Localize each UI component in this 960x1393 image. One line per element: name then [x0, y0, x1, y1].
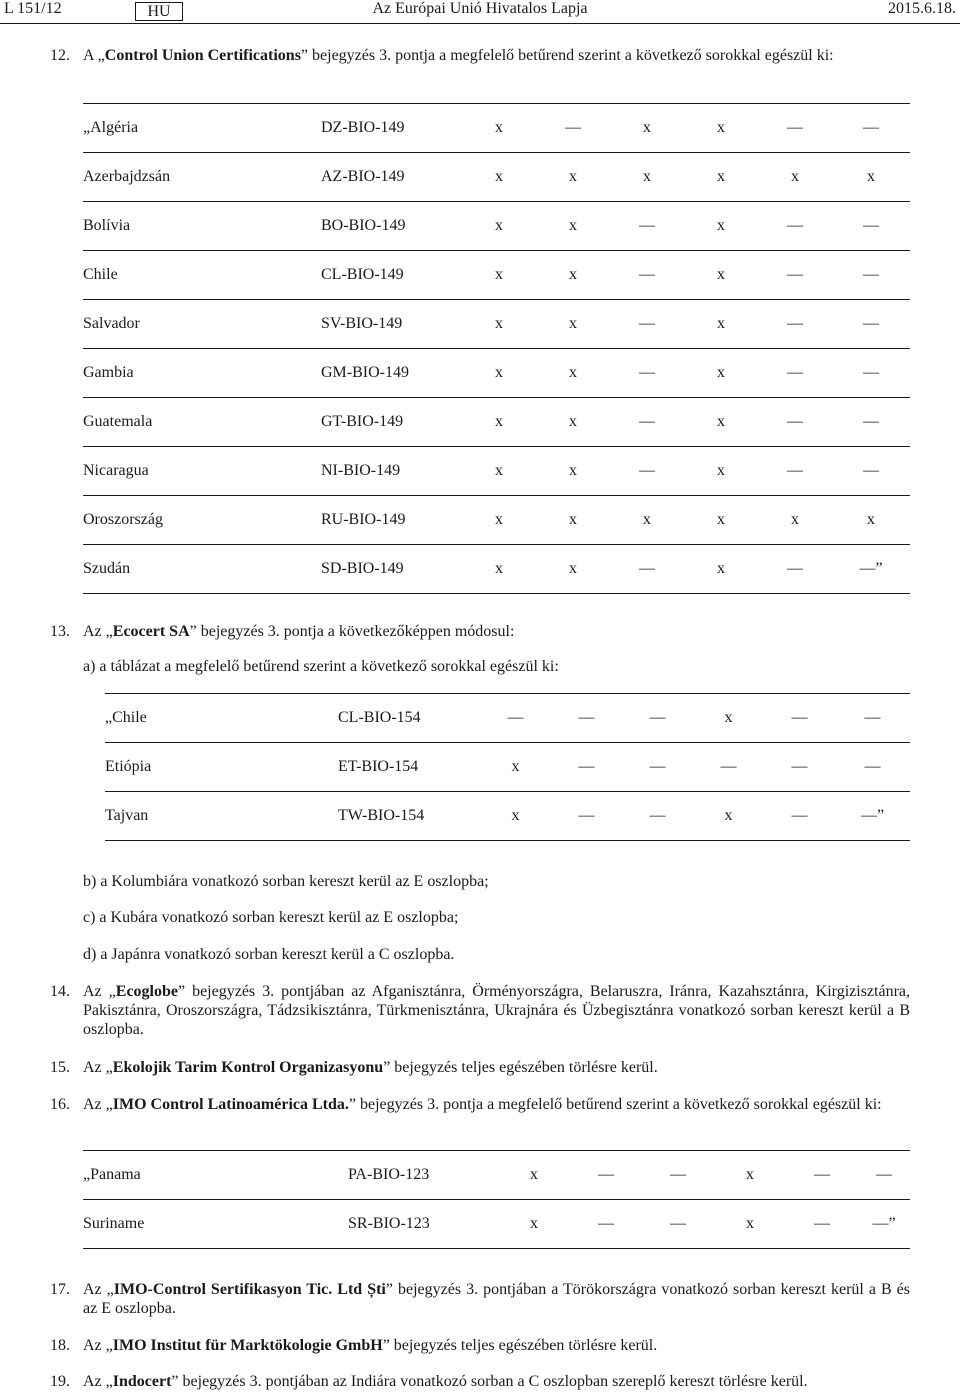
category-cell-D: x — [684, 202, 758, 251]
country-cell: „Panama — [83, 1151, 348, 1200]
country-cell: Azerbajdzsán — [83, 153, 321, 202]
subpoint-13b: b) a Kolumbiára vonatkozó sorban kereszt kerül az E oszlopba; — [83, 873, 489, 890]
category-cell-A: x — [480, 743, 551, 792]
country-cell: Bolívia — [83, 202, 321, 251]
header-rule — [0, 23, 960, 24]
paragraph-number: 12. — [50, 47, 70, 64]
category-cell-E: — — [758, 349, 832, 398]
category-cell-D: x — [684, 104, 758, 153]
category-cell-E: x — [758, 153, 832, 202]
text-post: ” bejegyzés 3. pontja a megfelelő betűrend szerint a következő sorokkal egészül ki: — [300, 47, 834, 64]
code-cell: DZ-BIO-149 — [321, 104, 462, 153]
category-cell-F: — — [832, 104, 910, 153]
category-cell-B: — — [570, 1200, 642, 1249]
text-pre: Az „ — [83, 1281, 114, 1298]
table-row — [83, 153, 910, 202]
entity-name: Indocert — [112, 1373, 172, 1390]
text-pre: Az „ — [83, 623, 113, 640]
category-cell-D: x — [684, 496, 758, 545]
category-cell-E: — — [758, 251, 832, 300]
category-cell-E: — — [786, 1151, 858, 1200]
entity-name: Ecocert SA — [112, 623, 190, 640]
category-cell-F: —” — [832, 545, 910, 594]
table-row — [83, 1151, 910, 1200]
code-cell: ET-BIO-154 — [338, 743, 480, 792]
country-cell: Suriname — [83, 1200, 348, 1249]
paragraph-13 — [50, 622, 910, 641]
paragraph-16 — [50, 1095, 910, 1114]
category-cell-E: — — [764, 694, 835, 743]
category-cell-B: — — [551, 694, 622, 743]
table-ecocert — [105, 693, 910, 841]
category-cell-F: x — [832, 496, 910, 545]
code-cell: TW-BIO-154 — [338, 792, 480, 841]
category-cell-D: x — [684, 251, 758, 300]
category-cell-D: x — [684, 398, 758, 447]
category-cell-C: — — [610, 300, 684, 349]
text-pre: Az „ — [83, 1059, 113, 1076]
paragraph-14 — [50, 982, 910, 1039]
code-cell: SD-BIO-149 — [321, 545, 462, 594]
table-row — [83, 496, 910, 545]
language-code-box: HU — [135, 2, 183, 21]
country-cell: Chile — [83, 251, 321, 300]
category-cell-B: x — [536, 349, 610, 398]
category-cell-A: x — [462, 398, 536, 447]
code-cell: SV-BIO-149 — [321, 300, 462, 349]
country-cell: Salvador — [83, 300, 321, 349]
category-cell-A: x — [462, 202, 536, 251]
text-pre: Az „ — [83, 1337, 113, 1354]
paragraph-19 — [50, 1372, 910, 1391]
category-cell-B: x — [536, 202, 610, 251]
category-cell-A: x — [498, 1151, 570, 1200]
category-cell-E: — — [758, 447, 832, 496]
category-cell-A: — — [480, 694, 551, 743]
code-cell: PA-BIO-123 — [348, 1151, 498, 1200]
entity-name: Ecoglobe — [115, 983, 178, 1000]
category-cell-B: x — [536, 545, 610, 594]
category-cell-A: x — [462, 300, 536, 349]
country-cell: Gambia — [83, 349, 321, 398]
text-post: ” bejegyzés 3. pontjában a Törökországra vonatkozó sorban kereszt kerül a B és az E oszlopba. — [83, 1281, 911, 1317]
category-cell-B: x — [536, 153, 610, 202]
category-cell-C: — — [622, 694, 693, 743]
code-cell: GT-BIO-149 — [321, 398, 462, 447]
table-row — [83, 202, 910, 251]
category-cell-F: — — [832, 398, 910, 447]
category-cell-C: x — [610, 104, 684, 153]
text-post: ” bejegyzés 3. pontja a következőképpen módosul: — [189, 623, 515, 640]
table-row — [83, 251, 910, 300]
paragraph-18 — [50, 1336, 910, 1355]
category-cell-B: x — [536, 496, 610, 545]
category-cell-C: — — [610, 398, 684, 447]
category-cell-C: — — [610, 545, 684, 594]
country-cell: „Chile — [105, 694, 338, 743]
text-post: ” bejegyzés 3. pontjában az Indiára vonatkozó sorban a C oszlopban szereplő kereszt törlésre kerül. — [171, 1373, 808, 1390]
category-cell-A: x — [462, 251, 536, 300]
category-cell-F: — — [835, 743, 910, 792]
category-cell-D: x — [693, 792, 764, 841]
category-cell-A: x — [462, 447, 536, 496]
table-row — [83, 545, 910, 594]
subpoint-13c: c) a Kubára vonatkozó sorban kereszt kerül az E oszlopba; — [83, 909, 459, 926]
text-post: ” bejegyzés 3. pontjában az Afganisztánra, Örményországra, Belaruszra, Iránra, Kazahsztánra, Kirgizisztánra, Pakisztánra, Oroszországra, Tádzsikisztánra, Türkmenisztánra, Ukrajnára és Üzbegisztánra vonatkozó sorban kereszt kerül a B oszlopba. — [83, 983, 910, 1038]
category-cell-F: — — [832, 202, 910, 251]
table-row — [83, 300, 910, 349]
category-cell-D: — — [693, 743, 764, 792]
category-cell-E: — — [758, 202, 832, 251]
paragraph-number: 14. — [50, 983, 70, 1000]
category-cell-B: — — [536, 104, 610, 153]
category-cell-E: — — [758, 104, 832, 153]
table-control-union — [83, 103, 910, 594]
text-post: ” bejegyzés teljes egészében törlésre kerül. — [383, 1059, 658, 1076]
paragraph-number: 19. — [50, 1373, 70, 1390]
country-cell: Tajvan — [105, 792, 338, 841]
table-row — [105, 792, 910, 841]
paragraph-number: 17. — [50, 1281, 70, 1298]
paragraph-15 — [50, 1058, 910, 1077]
country-cell: Etiópia — [105, 743, 338, 792]
category-cell-C: — — [610, 447, 684, 496]
table-row — [105, 743, 910, 792]
category-cell-C: x — [610, 496, 684, 545]
category-cell-E: — — [764, 792, 835, 841]
entity-name: IMO-Control Sertifikasyon Tic. Ltd Ști — [113, 1281, 386, 1298]
code-cell: GM-BIO-149 — [321, 349, 462, 398]
category-cell-B: x — [536, 447, 610, 496]
category-cell-F: x — [832, 153, 910, 202]
country-cell: Szudán — [83, 545, 321, 594]
code-cell: CL-BIO-149 — [321, 251, 462, 300]
paragraph-number: 18. — [50, 1337, 70, 1354]
country-cell: Nicaragua — [83, 447, 321, 496]
country-cell: Guatemala — [83, 398, 321, 447]
category-cell-E: — — [764, 743, 835, 792]
category-cell-B: x — [536, 251, 610, 300]
entity-name: IMO Institut für Marktökologie GmbH — [112, 1337, 383, 1354]
table-row — [83, 104, 910, 153]
table-row — [83, 1200, 910, 1249]
category-cell-C: — — [642, 1200, 714, 1249]
category-cell-B: — — [551, 792, 622, 841]
category-cell-A: x — [462, 496, 536, 545]
category-cell-B: x — [536, 300, 610, 349]
category-cell-C: — — [610, 202, 684, 251]
subpoint-13a: a) a táblázat a megfelelő betűrend szerint a következő sorokkal egészül ki: — [83, 658, 559, 675]
category-cell-E: — — [786, 1200, 858, 1249]
category-cell-D: x — [714, 1200, 786, 1249]
category-cell-A: x — [462, 349, 536, 398]
entity-name: IMO Control Latinoamérica Ltda. — [112, 1096, 349, 1113]
category-cell-C: — — [610, 349, 684, 398]
category-cell-F: — — [835, 694, 910, 743]
category-cell-A: x — [498, 1200, 570, 1249]
code-cell: CL-BIO-154 — [338, 694, 480, 743]
paragraph-number: 13. — [50, 623, 70, 640]
category-cell-E: — — [758, 300, 832, 349]
category-cell-C: x — [610, 153, 684, 202]
category-cell-D: x — [714, 1151, 786, 1200]
category-cell-C: — — [642, 1151, 714, 1200]
page-reference: L 151/12 — [4, 0, 62, 17]
category-cell-A: x — [462, 545, 536, 594]
table-row — [105, 694, 910, 743]
subpoint-13d: d) a Japánra vonatkozó sorban kereszt kerül a C oszlopba. — [83, 946, 455, 963]
category-cell-D: x — [684, 300, 758, 349]
code-cell: AZ-BIO-149 — [321, 153, 462, 202]
entity-name: Control Union Certifications — [104, 47, 301, 64]
text-pre: Az „ — [83, 983, 116, 1000]
code-cell: BO-BIO-149 — [321, 202, 462, 251]
text-pre: A „ — [83, 47, 105, 64]
category-cell-B: — — [570, 1151, 642, 1200]
country-cell: „Algéria — [83, 104, 321, 153]
category-cell-A: x — [480, 792, 551, 841]
category-cell-A: x — [462, 153, 536, 202]
category-cell-E: — — [758, 398, 832, 447]
paragraph-17 — [50, 1280, 910, 1318]
category-cell-A: x — [462, 104, 536, 153]
publication-date: 2015.6.18. — [888, 0, 956, 17]
category-cell-C: — — [622, 792, 693, 841]
code-cell: NI-BIO-149 — [321, 447, 462, 496]
paragraph-number: 16. — [50, 1096, 70, 1113]
text-post: ” bejegyzés teljes egészében törlésre kerül. — [382, 1337, 658, 1354]
category-cell-D: x — [693, 694, 764, 743]
page-header — [0, 0, 960, 24]
table-imo-latinoamerica — [83, 1150, 910, 1249]
category-cell-F: — — [832, 251, 910, 300]
paragraph-12 — [50, 46, 910, 65]
category-cell-B: x — [536, 398, 610, 447]
country-cell: Oroszország — [83, 496, 321, 545]
text-pre: Az „ — [83, 1096, 113, 1113]
category-cell-D: x — [684, 349, 758, 398]
table-row — [83, 447, 910, 496]
category-cell-B: — — [551, 743, 622, 792]
category-cell-F: — — [832, 447, 910, 496]
category-cell-F: — — [858, 1151, 910, 1200]
category-cell-F: —” — [858, 1200, 910, 1249]
journal-title: Az Európai Unió Hivatalos Lapja — [372, 0, 588, 17]
table-row — [83, 349, 910, 398]
paragraph-number: 15. — [50, 1059, 70, 1076]
category-cell-C: — — [622, 743, 693, 792]
code-cell: RU-BIO-149 — [321, 496, 462, 545]
text-post: ” bejegyzés 3. pontja a megfelelő betűrend szerint a következő sorokkal egészül ki: — [348, 1096, 882, 1113]
category-cell-E: — — [758, 545, 832, 594]
category-cell-F: —” — [835, 792, 910, 841]
category-cell-D: x — [684, 447, 758, 496]
category-cell-D: x — [684, 545, 758, 594]
category-cell-E: x — [758, 496, 832, 545]
category-cell-C: — — [610, 251, 684, 300]
category-cell-F: — — [832, 300, 910, 349]
entity-name: Ekolojik Tarim Kontrol Organizasyonu — [112, 1059, 384, 1076]
text-pre: Az „ — [83, 1373, 113, 1390]
category-cell-F: — — [832, 349, 910, 398]
category-cell-D: x — [684, 153, 758, 202]
table-row — [83, 398, 910, 447]
code-cell: SR-BIO-123 — [348, 1200, 498, 1249]
